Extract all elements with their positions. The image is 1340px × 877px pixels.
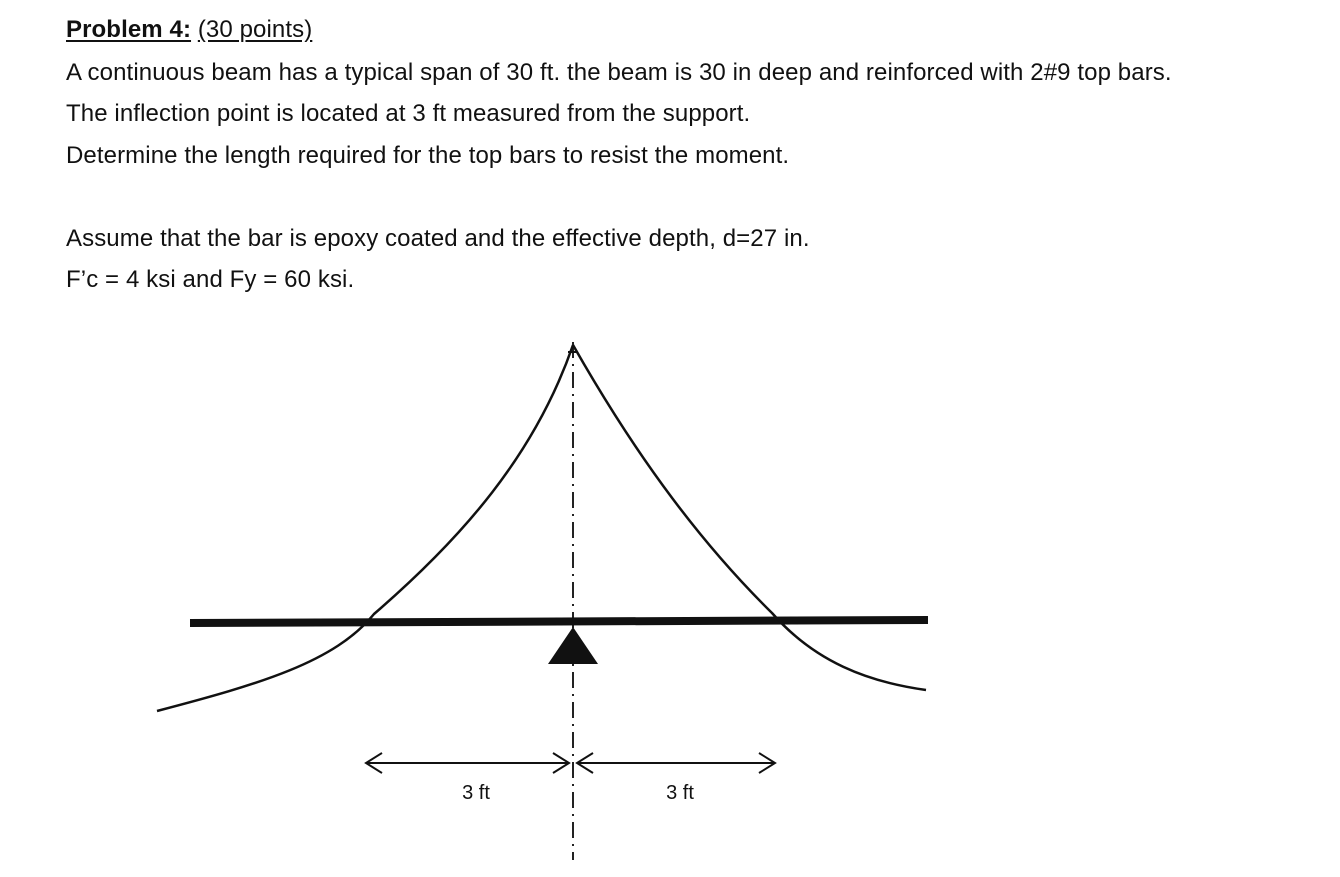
statement-line-1: A continuous beam has a typical span of 30 ft. the beam is 30 in deep and reinforced with 2#9 top bars.: [66, 59, 1172, 86]
left-dimension-label: 3 ft: [462, 782, 490, 804]
right-dimension-label: 3 ft: [666, 782, 694, 804]
problem-points: (30 points): [197, 16, 313, 43]
statement-line-3: Determine the length required for the top bars to resist the moment.: [66, 142, 790, 169]
moment-curve-right: [573, 345, 926, 690]
statement-line-2: The inflection point is located at 3 ft measured from the support.: [66, 100, 751, 127]
beam: [190, 620, 928, 623]
pin-support-icon: [548, 627, 598, 664]
problem-number: Problem 4:: [66, 16, 192, 43]
moment-curve-left: [157, 345, 573, 711]
assumption-line-2: F’c = 4 ksi and Fy = 60 ksi.: [66, 266, 355, 293]
assumption-line-1: Assume that the bar is epoxy coated and the effective depth, d=27 in.: [66, 225, 810, 252]
